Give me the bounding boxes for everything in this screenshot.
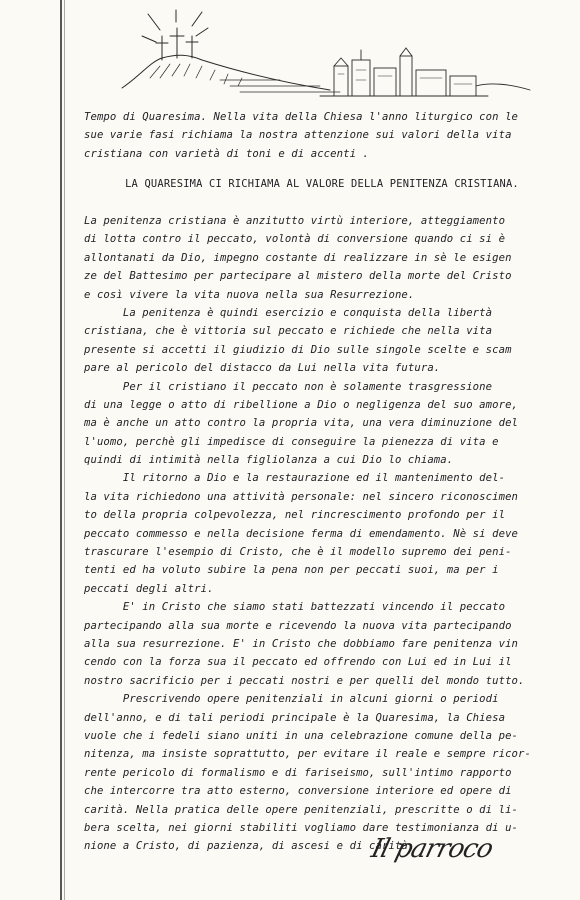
text-line: to della propria colpevolezza, nel rincrescimento profondo per il — [84, 509, 506, 522]
margin-rule — [60, 0, 62, 900]
text-line: rente pericolo di formalismo e di fariseismo, sull'intimo rapporto — [84, 766, 512, 779]
text-line: peccato commesso e nella decisione ferma di emendamento. Nè si deve — [84, 527, 519, 540]
text-line: E' in Cristo che siamo stati battezzati vincendo il peccato — [84, 601, 506, 614]
text-line: dell'anno, e di tali periodi principale è la Quaresima, la Chiesa — [84, 711, 506, 724]
text-line: Per il cristiano il peccato non è solamente trasgressione — [84, 380, 493, 393]
intro-paragraph — [84, 108, 560, 163]
ray-line — [192, 12, 202, 26]
text-line: di lotta contro il peccato, volontà di conversione quando ci si è — [84, 233, 506, 246]
margin-rule-inner — [64, 0, 65, 900]
text-line: Il ritorno a Dio e la restaurazione ed il mantenimento del- — [84, 472, 506, 485]
text-line: nostro sacrificio per i peccati nostri e per quelli del mondo tutto. — [84, 674, 525, 687]
text-line: bera scelta, nei giorni stabiliti vogliamo dare testimonianza di u- — [84, 821, 519, 834]
text-line: trascurare l'esempio di Cristo, che è il modello supremo dei peni- — [84, 546, 512, 559]
text-line: cendo con la forza sua il peccato ed offrendo con Lui ed in Lui il — [84, 656, 512, 669]
text-line: vuole che i fedeli siano uniti in una celebrazione comune della pe- — [84, 729, 519, 742]
text-line: e così vivere la vita nuova nella sua Resurrezione. — [84, 288, 415, 301]
hill-outline — [122, 55, 330, 90]
text-line: Tempo di Quaresima. Nella vita della Chiesa l'anno liturgico con le — [84, 111, 519, 123]
text-line: nione a Cristo, di pazienza, di ascesi e di carità. — [84, 840, 415, 853]
signature — [368, 834, 552, 882]
text-line: la vita richiedono una attività personale: nel sincero riconoscimen — [84, 490, 519, 503]
text-line: presente si accetti il giudizio di Dio sulle singole scelte e scam — [84, 343, 512, 356]
text-line: l'uomo, perchè gli impedisce di conseguire la pienezza di vita e — [84, 435, 499, 448]
ray-line — [196, 28, 208, 36]
text-line: ma è anche un atto contro la propria vita, una vera diminuzione del — [84, 417, 519, 430]
cross-icon — [170, 28, 184, 58]
body-text — [84, 212, 560, 856]
text-line: La penitenza cristiana è anzitutto virtù interiore, atteggiamento — [84, 215, 506, 227]
text-line: tenti ed ha voluto subire la pena non per peccati suoi, ma per i — [84, 564, 499, 577]
text-line: peccati degli altri. — [84, 582, 214, 595]
text-line: sue varie fasi richiama la nostra attenzione sui valori della vita — [84, 129, 512, 142]
text-line: di una legge o atto di ribellione a Dio o negligenza del suo amore, — [84, 398, 519, 411]
text-line: che intercorre tra atto esterno, conversione interiore ed opere di — [84, 785, 512, 798]
text-line: nitenza, ma insiste soprattutto, per evitare il reale e sempre ricor- — [84, 748, 531, 761]
ray-line — [142, 36, 156, 42]
town-buildings — [320, 48, 530, 96]
signature-text: Il parroco — [368, 834, 496, 864]
text-line: cristiana con varietà di toni e di accenti . — [84, 147, 370, 160]
section-heading: LA QUARESIMA CI RICHIAMA AL VALORE DELLA PENITENZA CRISTIANA. — [125, 178, 519, 190]
text-line: ze del Battesimo per partecipare al mistero della morte del Cristo — [84, 270, 512, 283]
text-line: allontanati da Dio, impegno costante di realizzare in sè le esigen — [84, 251, 512, 264]
text-line: Prescrivendo opere penitenziali in alcuni giorni o periodi — [84, 693, 499, 706]
text-line: partecipando alla sua morte e ricevendo la nuova vita partecipando — [84, 619, 512, 632]
ray-line — [148, 14, 160, 30]
text-line: La penitenza è quindi esercizio e conquista della libertà — [84, 306, 493, 319]
text-line: alla sua resurrezione. E' in Cristo che dobbiamo fare penitenza vin — [84, 637, 519, 650]
cross-icon — [156, 36, 168, 60]
text-line: pare al pericolo del distacco da Lui nella vita futura. — [84, 362, 441, 375]
text-line: carità. Nella pratica delle opere penitenziali, prescritte o di li- — [84, 803, 519, 816]
text-line: quindi di intimità nella figliolanza a cui Dio lo chiama. — [84, 454, 454, 467]
cross-icon — [186, 36, 198, 58]
text-line: cristiana, che è vittoria sul peccato e richiede che nella vita — [84, 325, 493, 338]
calvary-landscape-illustration — [120, 6, 540, 111]
ground-lines — [220, 80, 340, 92]
